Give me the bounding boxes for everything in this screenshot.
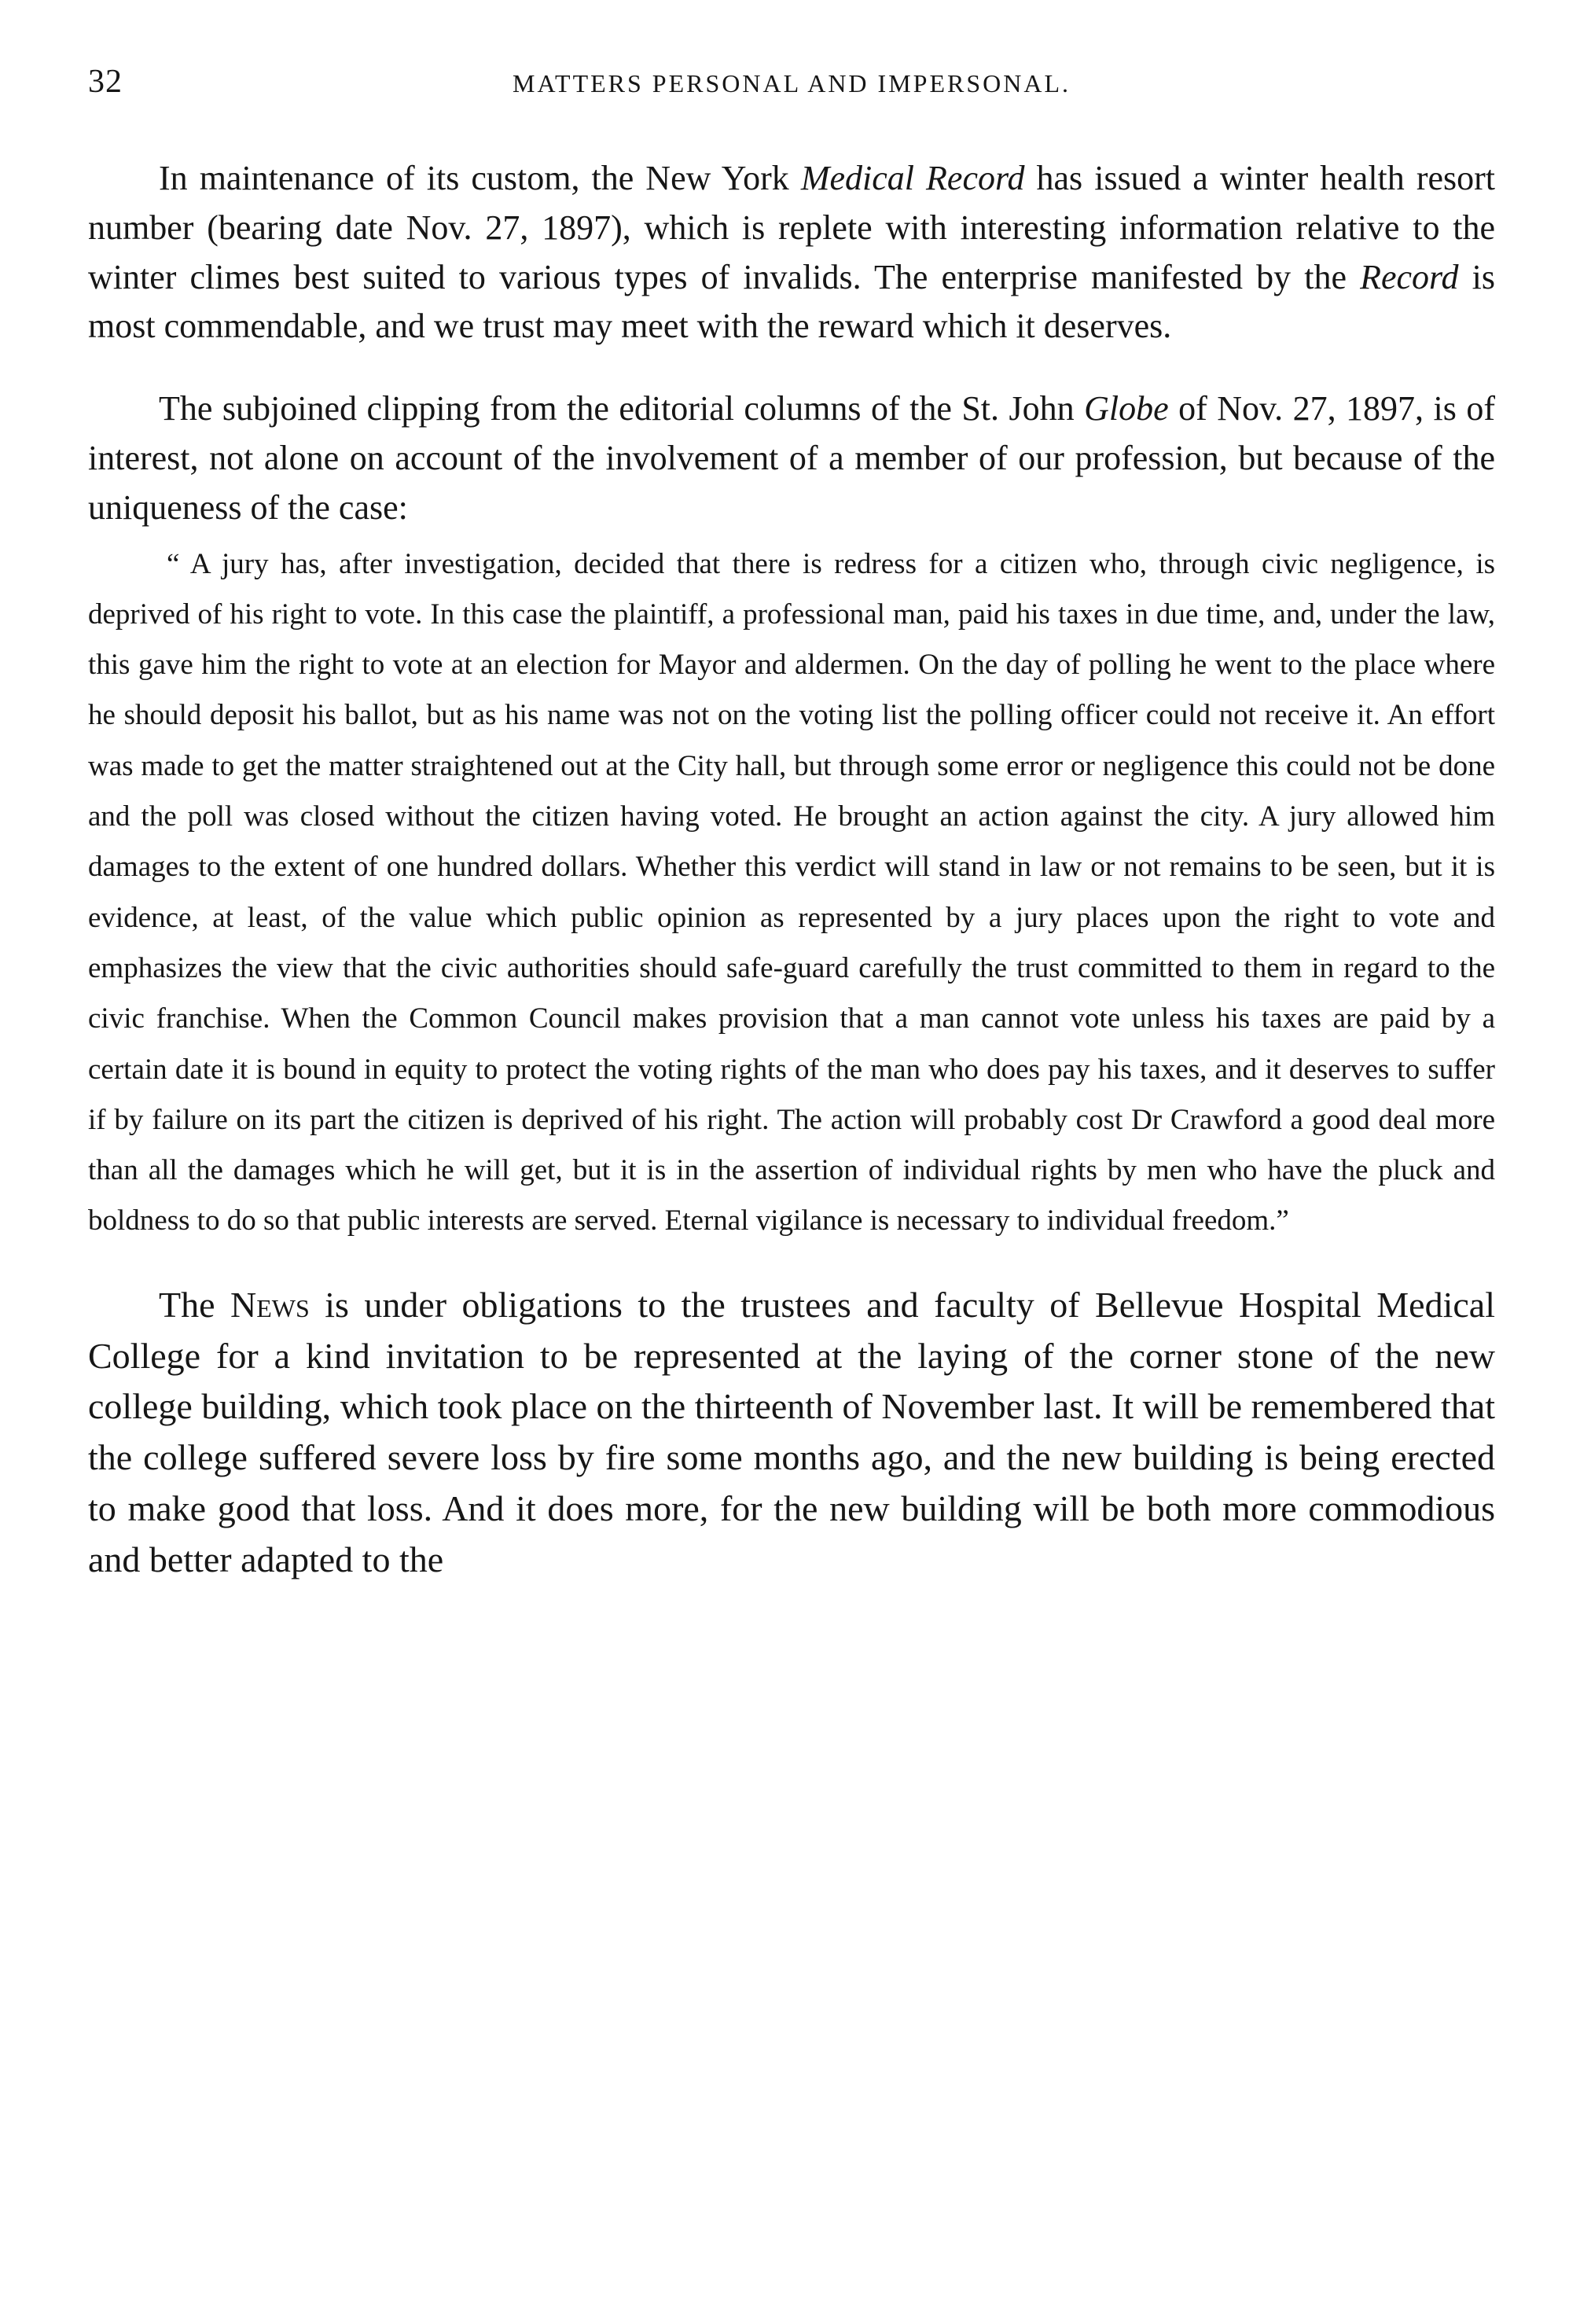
- text-run: is under obligations to the trustees and faculty of Bellevue Hospital Medical College for a kind invitation to be represented at the laying of the corner stone of the new college building, which took place on the thirteenth of November last. It will be remembered that the college suffered severe loss by fire some months ago, and the new building is being erected to make good that loss. And it does more, for the new building will be both more commodious and better adapted to the: [88, 1284, 1495, 1579]
- running-header: [88, 47, 1495, 110]
- quoted-clipping: “ A jury has, after investigation, decided that there is redress for a citizen who, through civic negligence, is deprived of his right to vote. In this case the plaintiff, a professional man, paid his taxes in due time, and, under the law, this gave him the right to vote at an election for Mayor and aldermen. On the day of polling he went to the place where he should deposit his ballot, but as his name was not on the voting list the polling officer could not receive it. An effort was made to get the matter straightened out at the City hall, but through some error or negligence this could not be done and the poll was closed without the citizen having voted. He brought an action against the city. A jury allowed him damages to the extent of one hundred dollars. Whether this verdict will stand in law or not remains to be seen, but it is evidence, at least, of the value which public opinion as represented by a jury places upon the right to vote and emphasizes the view that the civic authorities should safe-guard carefully the trust committed to them in regard to the civic franchise. When the Common Council makes provision that a man cannot vote unless his taxes are paid by a certain date it is bound in equity to protect the voting rights of the man who does pay his taxes, and it deserves to suffer if by failure on its part the citizen is deprived of his right. The action will probably cost Dr Crawford a good deal more than all the damages which he will get, but it is in the assertion of individual rights by men who have the pluck and boldness to do so that public interests are served. Eternal vigilance is necessary to individual freedom.”: [88, 547, 1495, 1237]
- italic-title-record: Record: [1360, 257, 1459, 296]
- italic-title-medical-record: Medical Record: [800, 159, 1025, 197]
- text-run: of Nov. 27, 1897, is of interest, not alone on account of the involvement of a member of our profession, but because of the uniqueness of the case:: [88, 389, 1495, 527]
- paragraph-bellevue: [88, 1280, 1495, 1586]
- paragraph-globe-clipping: [88, 384, 1495, 532]
- text-run: The subjoined clipping from the editorial columns of the St. John: [159, 389, 1085, 428]
- text-run: The: [159, 1284, 230, 1325]
- page-number: 32: [88, 64, 123, 100]
- text-run: In maintenance of its custom, the New York: [159, 159, 801, 197]
- italic-title-globe: Globe: [1084, 389, 1169, 428]
- text-run: is most commendable, and we trust may meet with the reward which it deserves.: [88, 257, 1495, 346]
- running-title: MATTERS PERSONAL AND IMPERSONAL.: [513, 69, 1071, 97]
- text-run: has issued a winter health resort number (bearing date Nov. 27, 1897), which is replete with interesting information relative to the winter climes best suited to various types of invalids. The enterprise manifested by the: [88, 159, 1495, 296]
- smallcaps-news: News: [230, 1284, 310, 1325]
- document-page: [88, 47, 1495, 1586]
- paragraph-medical-record: [88, 154, 1495, 351]
